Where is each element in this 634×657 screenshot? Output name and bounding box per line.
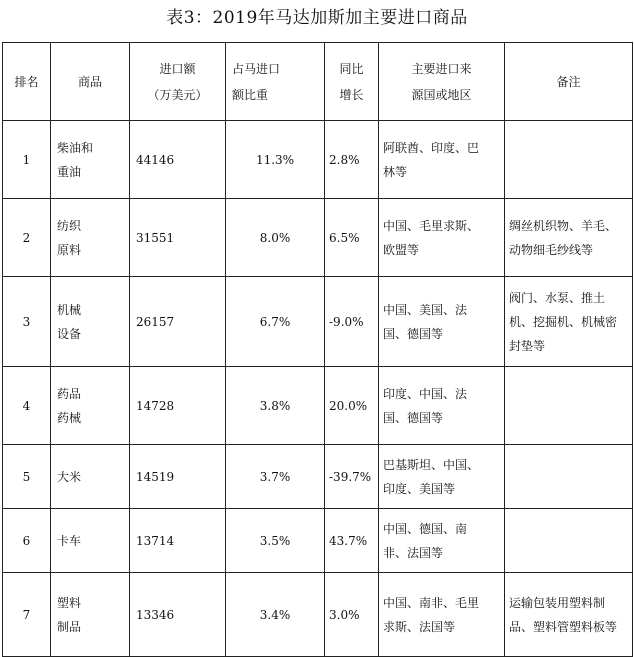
table-row <box>3 367 633 445</box>
cell-share: 3.8% <box>226 367 325 445</box>
cell-note: 运输包装用塑料制 品、塑料管塑料板等 <box>505 573 633 657</box>
cell-share: 8.0% <box>226 199 325 277</box>
cell-share: 3.7% <box>226 445 325 509</box>
cell-note <box>505 367 633 445</box>
cell-growth: 20.0% <box>325 367 379 445</box>
cell-rank: 5 <box>3 445 51 509</box>
cell-share: 11.3% <box>226 121 325 199</box>
header-growth: 同比 增长 <box>325 43 379 121</box>
cell-growth: 3.0% <box>325 573 379 657</box>
cell-growth: 6.5% <box>325 199 379 277</box>
cell-source: 中国、南非、毛里 求斯、法国等 <box>379 573 505 657</box>
cell-rank: 7 <box>3 573 51 657</box>
cell-product: 塑料 制品 <box>51 573 130 657</box>
cell-value: 14519 <box>130 445 226 509</box>
cell-rank: 3 <box>3 277 51 367</box>
cell-growth: -39.7% <box>325 445 379 509</box>
table-title: 表3：2019年马达加斯加主要进口商品 <box>166 8 468 28</box>
cell-value: 44146 <box>130 121 226 199</box>
table-row <box>3 573 633 657</box>
cell-product: 药品 药械 <box>51 367 130 445</box>
cell-note <box>505 445 633 509</box>
header-source: 主要进口来 源国或地区 <box>379 43 505 121</box>
cell-rank: 6 <box>3 509 51 573</box>
cell-value: 31551 <box>130 199 226 277</box>
header-share: 占马进口 额比重 <box>226 43 325 121</box>
imports-table <box>2 42 633 657</box>
table-row <box>3 199 633 277</box>
cell-product: 大米 <box>51 445 130 509</box>
table-row <box>3 121 633 199</box>
header-product: 商品 <box>51 43 130 121</box>
cell-value: 13346 <box>130 573 226 657</box>
cell-source: 巴基斯坦、中国、 印度、美国等 <box>379 445 505 509</box>
header-note: 备注 <box>505 43 633 121</box>
cell-growth: -9.0% <box>325 277 379 367</box>
cell-value: 26157 <box>130 277 226 367</box>
cell-rank: 4 <box>3 367 51 445</box>
cell-product: 机械 设备 <box>51 277 130 367</box>
table-row <box>3 509 633 573</box>
header-row <box>3 43 633 121</box>
cell-growth: 43.7% <box>325 509 379 573</box>
cell-share: 3.4% <box>226 573 325 657</box>
cell-note: 绸丝机织物、羊毛、 动物细毛纱线等 <box>505 199 633 277</box>
header-rank: 排名 <box>3 43 51 121</box>
cell-rank: 1 <box>3 121 51 199</box>
cell-share: 6.7% <box>226 277 325 367</box>
cell-product: 纺织 原料 <box>51 199 130 277</box>
cell-source: 印度、中国、法 国、德国等 <box>379 367 505 445</box>
cell-note <box>505 121 633 199</box>
cell-rank: 2 <box>3 199 51 277</box>
cell-value: 13714 <box>130 509 226 573</box>
cell-share: 3.5% <box>226 509 325 573</box>
cell-source: 中国、美国、法 国、德国等 <box>379 277 505 367</box>
cell-source: 中国、德国、南 非、法国等 <box>379 509 505 573</box>
table-row <box>3 445 633 509</box>
cell-note <box>505 509 633 573</box>
cell-growth: 2.8% <box>325 121 379 199</box>
cell-note: 阀门、水泵、推土 机、挖掘机、机械密 封垫等 <box>505 277 633 367</box>
table-row <box>3 277 633 367</box>
cell-product: 卡车 <box>51 509 130 573</box>
cell-source: 阿联酋、印度、巴 林等 <box>379 121 505 199</box>
cell-source: 中国、毛里求斯、 欧盟等 <box>379 199 505 277</box>
cell-value: 14728 <box>130 367 226 445</box>
cell-product: 柴油和 重油 <box>51 121 130 199</box>
header-value: 进口额 （万美元） <box>130 43 226 121</box>
